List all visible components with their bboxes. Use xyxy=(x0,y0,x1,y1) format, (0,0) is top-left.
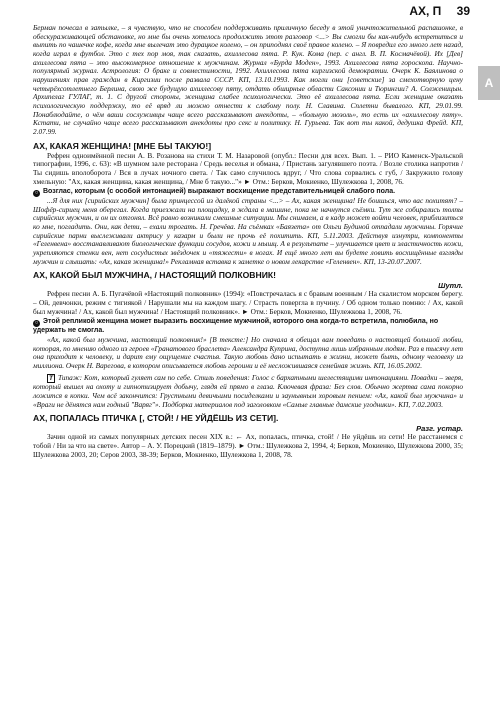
dictionary-column xyxy=(33,24,463,459)
entry-body: Рефрен одноимённой песни А. В. Розанова на стихи Т. М. Назаровой (опубл.: Песни для всех. Вып. 1. – РИО Каменск-Уральской типографии, 1996, с. 63): «В шумном зале ресторана / Средь веселья и обмана, / Пристань загулявшего поэта. / Возле столика напротив / Ты сидишь вполоборота / Вся в лучах ночного света. / Так само случилось вдруг, / Что слова сорвались с губ, / Закружило голову хмельную: "Ах, какая женщина, какая женщина, / Мне б такую..."» ► Отм.: Берков, Мокиенко, Шулежкова 1, 2008, 76. xyxy=(33,150,463,186)
running-head-section: АХ, П xyxy=(409,4,442,18)
entry-body: Зачин одной из самых популярных детских песен XIX в.: ← Ах, попалась, птичка, стой! / Не уйдёшь из сети! Не расстанемся с тобой / Ни за что на свете». Автор – А. У. Порецкий (1819–1879). ► Отм.: Шулежкова 2, 1994, 4; Берков, Мокиенко, Шулежкова 2000, 35; Шулежкова 2003, 20; Серов 2003, 38-39; Берков, Мокиенко, Шулежкова 1, 2008, 78. xyxy=(33,432,463,459)
bullet-icon: ○ xyxy=(34,190,39,197)
entry-heading-ah-kakaya-zhenshchina: АХ, КАКАЯ ЖЕНЩИНА! [МНЕ БЫ ТАКУЮ!] xyxy=(33,140,212,151)
intro-quote-paragraph: Берман почесал в затылке, – я чувствую, что не способен поддерживать приличную беседу в этой уничтожительной распашонке, в обескураживающей обстановке, но мне бы очень хотелось продолжить этот разговор <...> Вы смогли бы как-нибудь встретиться и выпить по чашечке кофе, когда мне вылечат это дурацкое колено, – он приподнял своё правое колено. – Я повредил его много лет назад, когда играл в футбол. Это с тех пор моя, так сказать, ахиллесова пята. Р. Кук. Кома (пер. с англ. В. П. Космачёвой). Их [Дев] ахиллесова пята – это высокомерное отношение к мужчинам. Журнал «Бурда Моден», 1993. Ахиллесова пята гороскопа. Научно-популярный журнал. Астрология: О браке и совместимости, 1992. Ахиллесова пята киргизской демократии. Очерк К. Баялинова о нарушениях прав граждан в Киргизии после развала СССР. КП, 13.10.1993. Как могли они [советские] за смехотворную цену четырёхсотлетнего Берлина, свою же будущую ахиллесову пяту, отдать обширные области Саксонии и Тюрингии? А. Солженицын. Архипелаг ГУЛАГ, т. 1. С другой стороны, женщина слабее психологически. Это её ахиллесова пята. Если женщине оказать психологическую поддержку, то её вряд ли можно отнести к слабому полу. Н. Славина. Сплетни бывалого. КП, 29.01.99. Понаблюдайте, о чём ваши сослуживцы чаще всего рассказывают анекдоты, – «больную мозоль», то есть их «ахиллесову пяту». Кстати, не случайно чаще всего рассказывают анекдоты про секс и политику. Н. Гурьева. Так вот ты какой, дедушка Фрейд. КП, 2.07.99. xyxy=(33,23,463,136)
usage-note xyxy=(33,318,463,336)
tipazh-quote xyxy=(33,374,463,410)
bullet-icon: ○ xyxy=(34,320,39,327)
usage-note-text: Возглас, которым (с особой интонацией) выражают восхищение представительницей слабого пола. xyxy=(43,188,396,196)
style-label: Разг. устар. xyxy=(416,424,463,434)
tipazh-text: Типаж: Кот, который гуляет сам по себе. Стиль поведения: Голос с бархатными шелестящими интонациями. Повадки – зверя, который вышел на охоту и гипнотизирует добычу, глядя ей прямо в глаза. Ключевая фраза: Без слов. Обычно жертва сама покорно ложится в копки. Чем всё закончится: Грустными девичьими посиделками и заунывным хоровым пением: «Ах, какой был мужчина» и «Враги не дёнятся нам годный "Варяг"». Подборка материалов под заголовком «Самые главные дамские угодники». КП, 7.02.2003. xyxy=(33,372,463,409)
style-label: Шутл. xyxy=(438,281,463,291)
entry-heading-ah-popalas-ptichka: АХ, ПОПАЛАСЬ ПТИЧКА [, СТОЙ! / НЕ УЙДЁШЬ ИЗ СЕТИ]. xyxy=(33,413,279,424)
example-quote: «Ах, какой был мужчина, настоящий полковник!» [В тексте:] Но сначала я обещал вам поведать о настоящей большой любви, которая, по мнению одного из героев «Гранатового браслета» Александра Куприна, доступна лишь избранным людям. Раз в тысячу лет она приходит к человеку, и дарит ему ощущение счастья. Такую любовь дано испытать в жизни, может быть, одному человеку из миллиона. Очерк Н. Варегова, в котором описывается любовь героини и её несложившаяся семейная жизнь. КП, 16.05.2002. xyxy=(33,334,463,370)
thumb-index-tab: А xyxy=(478,66,500,100)
page-number: 39 xyxy=(456,4,470,18)
example-quote: ...Я для них [сирийских мужчин] была принцессой из далёкой страны <...> – Ах, какая женщина! Не боишься, что вас похитят? – Шофёр-сириец меня оберегал. Когда приезжали на площадку, я ждала в машине, пока не начнутся съёмки. Тут же собирались толпы сирийских мужчин, и он их отгонял. Всё равно возникали смешные ситуации. Мы снимаем, а в кадр может войти человек, приблизиться ко мне, погладить. Они, как дети, – ехали трогать. Н. Гречёва. На съёмках «Баязета» от Ольги Будиной отпадали мужчины. Горячие сирийские парни выслеживали актрису у казарм и были не прочь её похитить. КП, 5.11.2003. Действуя изнутри, компоненты «Геленвена» восстанавливают биологические функции сосудов, кожи и мышц. А в результате – улучшается цвет и эластичность кожи, укрепляются стенки вен, нет сосудистых звёздочек и «тяжести» в ногах. И ещё много лет вы будете ловить восхищённые взгляды мужчин и слышать: «Ах, какая женщина!» Рекламная вставка к заметке о новом лекарстве «Геленвен». КП, 13-20.07.2007. xyxy=(33,196,463,266)
running-header xyxy=(409,4,470,18)
usage-note-text: Этой репликой женщина может выразить восхищение мужчиной, которого она когда-то встретила, полюбила, но удержать не смогла. xyxy=(33,318,439,335)
entry-body: Рефрен песни А. Б. Пугачёвой «Настоящий полковник» (1994): «Повстречалась я с бравым военным / На скалистом морском берегу. – Ой, девчонки, режим с тигиякой / Нарушали мы на каждом шагу. / Страсть повергла в пучину. / Об одном только помню: / Ах, какой был мужчина! / Ах, какой был мужчина! / Настоящий полковник». ► Отм.: Берков, Мокиенко, Шулежкова 1, 2008, 76. xyxy=(33,289,463,316)
entry-heading-ah-kakoy-byl-muzhchina: АХ, КАКОЙ БЫЛ МУЖЧИНА, / НАСТОЯЩИЙ ПОЛКОВНИК! xyxy=(33,270,276,281)
tag-marker: Т xyxy=(49,374,53,382)
